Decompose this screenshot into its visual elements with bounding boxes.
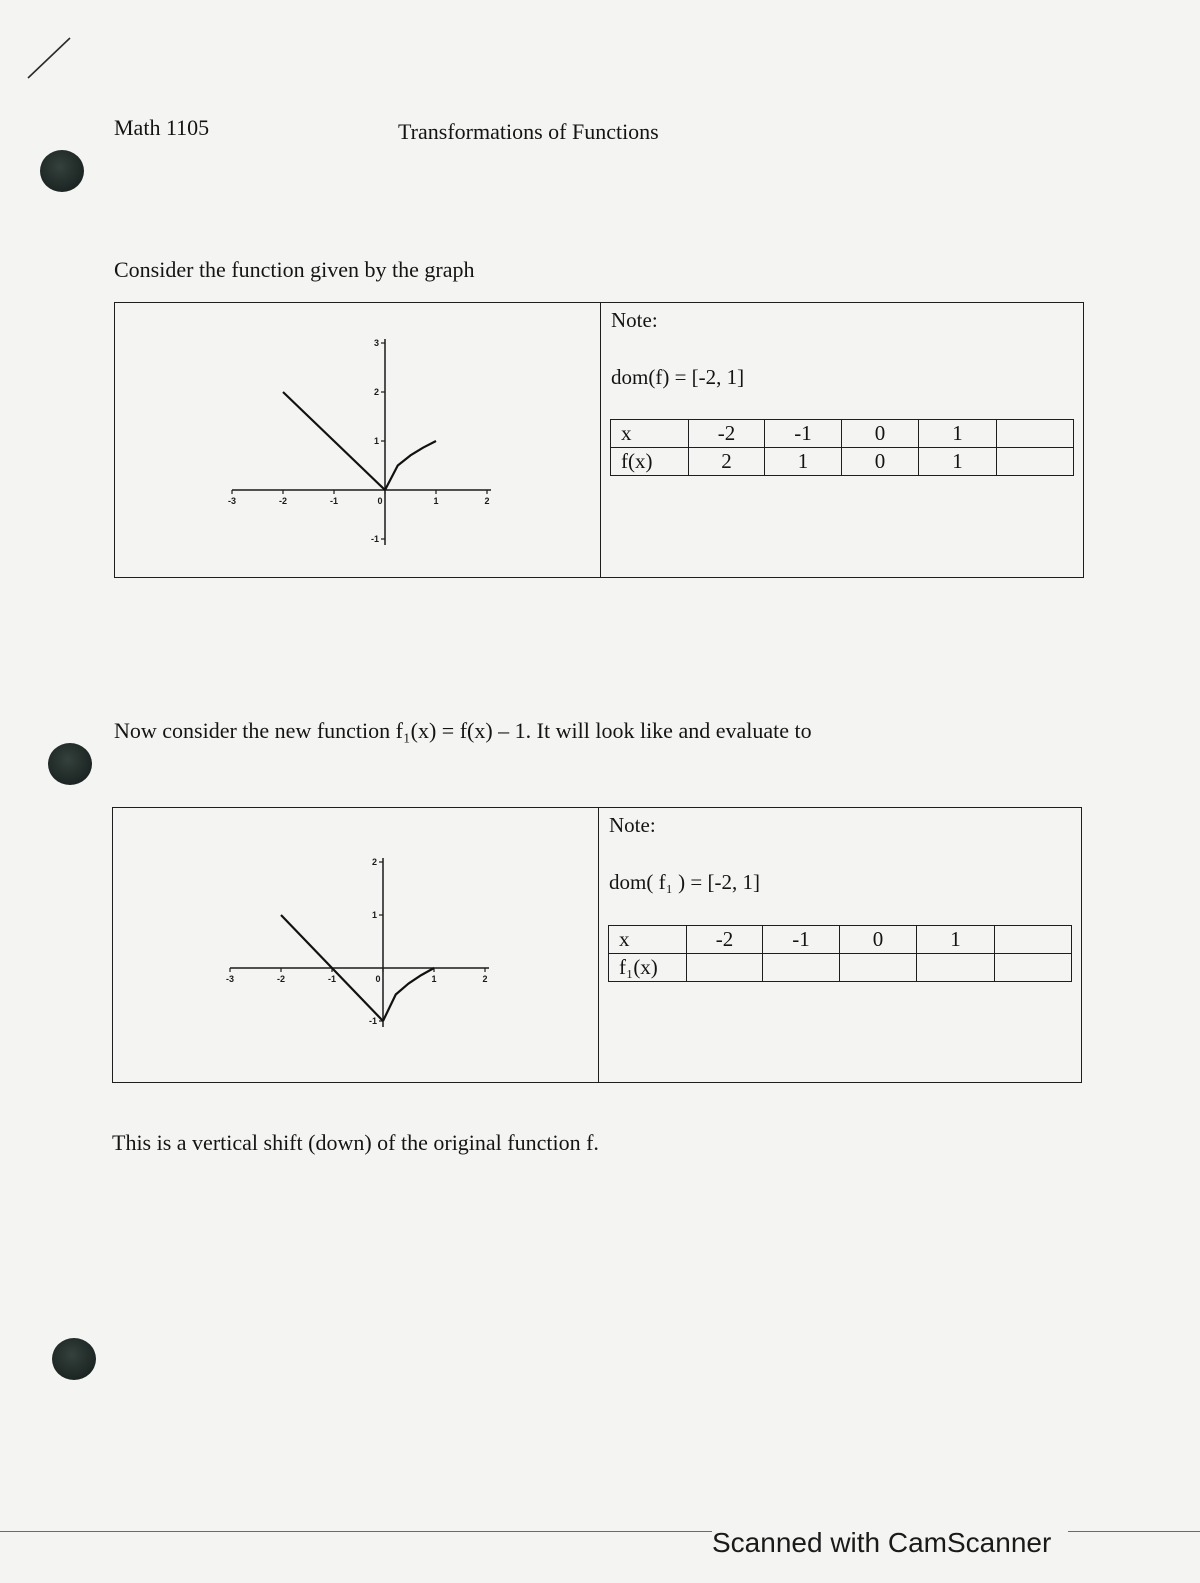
shifted-function-graph xyxy=(113,808,597,1080)
note-label: Note: xyxy=(609,813,656,837)
table-cell: f(x) xyxy=(611,448,689,476)
x-tick-label: 1 xyxy=(433,496,439,506)
table-cell xyxy=(917,954,995,982)
x-tick-label: -2 xyxy=(276,974,286,984)
x-tick-label: -2 xyxy=(278,496,288,506)
values-table xyxy=(608,925,1072,982)
note-label: Note: xyxy=(611,308,658,332)
pencil-mark xyxy=(20,30,80,90)
table-cell: 1 xyxy=(919,420,997,448)
series-line-1 xyxy=(283,392,385,490)
x-tick-label: 2 xyxy=(484,496,490,506)
table-cell xyxy=(995,926,1072,954)
table-cell: 0 xyxy=(842,448,919,476)
table-cell: f₁(x) xyxy=(609,954,687,982)
table-cell xyxy=(997,448,1074,476)
table-row xyxy=(609,954,1072,982)
page-title: Transformations of Functions xyxy=(398,119,659,144)
x-tick-label: -1 xyxy=(327,974,337,984)
table-cell xyxy=(997,420,1074,448)
y-tick-label: 2 xyxy=(373,387,379,397)
x-tick-label: 2 xyxy=(482,974,488,984)
original-function-graph xyxy=(115,303,599,575)
shifted-function-panel xyxy=(112,807,1082,1083)
course-label: Math 1105 xyxy=(114,115,210,140)
y-tick-label: -1 xyxy=(368,1016,377,1026)
table-cell: -2 xyxy=(687,926,763,954)
x-tick-label: 0 xyxy=(375,974,381,984)
binder-hole xyxy=(40,150,84,192)
table-cell: x xyxy=(611,420,689,448)
table-cell: -1 xyxy=(765,420,842,448)
original-function-panel xyxy=(114,302,1084,578)
table-cell xyxy=(840,954,917,982)
table-cell: 0 xyxy=(840,926,917,954)
binder-hole xyxy=(48,743,92,785)
x-tick-label: -3 xyxy=(225,974,235,984)
series-line-2 xyxy=(385,441,436,490)
table-cell: 1 xyxy=(765,448,842,476)
table-cell: -2 xyxy=(689,420,765,448)
y-tick-label: -1 xyxy=(370,534,379,544)
domain-text: dom( f₁ ) = [-2, 1] xyxy=(609,870,760,894)
table-cell xyxy=(995,954,1072,982)
table-cell: 1 xyxy=(917,926,995,954)
footer-rule xyxy=(1068,1531,1200,1532)
x-tick-label: 0 xyxy=(377,496,383,506)
scanner-watermark: Scanned with CamScanner xyxy=(712,1527,1052,1558)
y-tick-label: 1 xyxy=(371,910,377,920)
footer-rule xyxy=(0,1531,712,1532)
table-row xyxy=(611,448,1074,476)
binder-hole xyxy=(52,1338,96,1380)
transform-text: Now consider the new function f₁(x) = f(x) – 1. It will look like and evaluate to xyxy=(114,718,812,743)
series-line-2 xyxy=(383,968,437,1021)
x-tick-label: 1 xyxy=(431,974,437,984)
table-row xyxy=(609,926,1072,954)
domain-text: dom(f) = [-2, 1] xyxy=(611,365,745,389)
values-table xyxy=(610,419,1074,476)
y-tick-label: 2 xyxy=(371,857,377,867)
table-row xyxy=(611,420,1074,448)
table-cell xyxy=(763,954,840,982)
table-cell: x xyxy=(609,926,687,954)
y-tick-label: 1 xyxy=(373,436,379,446)
x-tick-label: -1 xyxy=(329,496,339,506)
table-cell: -1 xyxy=(763,926,840,954)
table-cell xyxy=(687,954,763,982)
table-cell: 1 xyxy=(919,448,997,476)
y-tick-label: 3 xyxy=(373,338,379,348)
conclusion-text: This is a vertical shift (down) of the original function f. xyxy=(112,1130,599,1155)
intro-text: Consider the function given by the graph xyxy=(114,257,475,282)
table-cell: 0 xyxy=(842,420,919,448)
x-tick-label: -3 xyxy=(227,496,237,506)
table-cell: 2 xyxy=(689,448,765,476)
